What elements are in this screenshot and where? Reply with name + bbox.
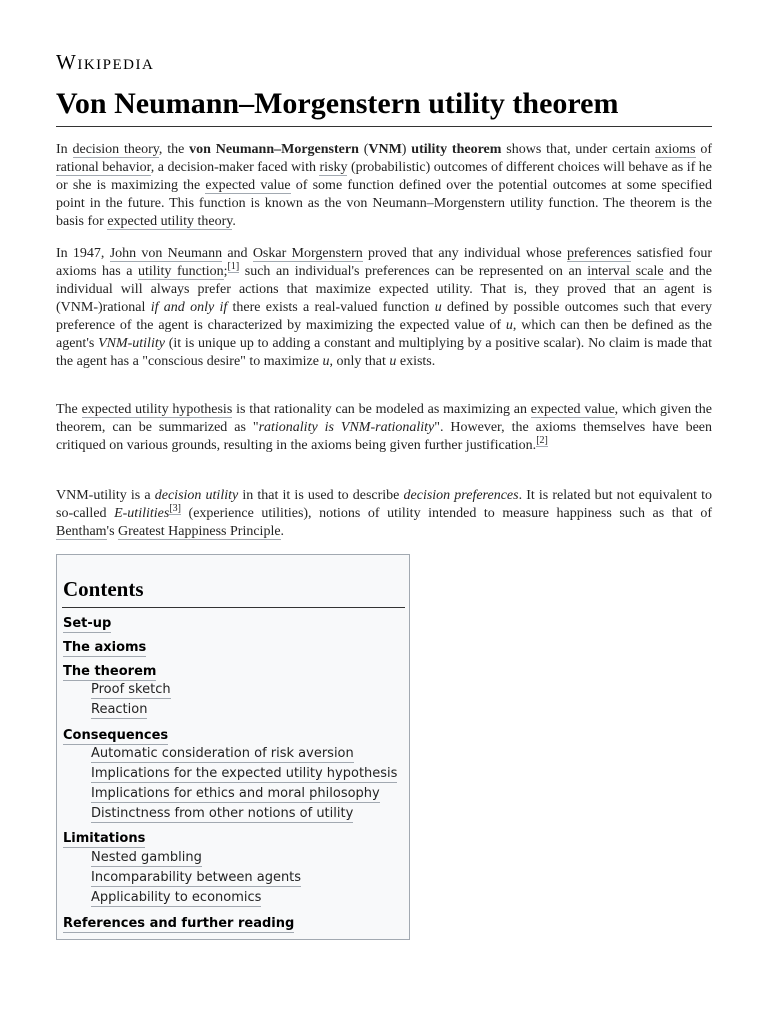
toc-divider (62, 607, 405, 608)
toc-item-nested-gambling[interactable]: Nested gambling (91, 850, 202, 865)
toc-item-theorem[interactable]: The theorem (63, 664, 157, 679)
toc-item-setup[interactable]: Set-up (63, 616, 112, 631)
link-expected-utility-theory[interactable]: expected utility theory (107, 214, 233, 229)
link-axioms[interactable]: axioms (655, 142, 696, 157)
reference-3[interactable]: [3] (169, 503, 181, 515)
toc-item-risk-aversion[interactable]: Automatic consideration of risk aversion (91, 746, 354, 761)
toc-item-implications-ethics[interactable]: Implications for ethics and moral philosophy (91, 786, 380, 801)
toc-item-limitations[interactable]: Limitations (63, 831, 146, 846)
link-expected-utility-hypothesis[interactable]: expected utility hypothesis (81, 402, 233, 417)
link-expected-value[interactable]: expected value (205, 178, 291, 193)
reference-2[interactable]: [2] (536, 435, 548, 447)
toc-item-proof-sketch[interactable]: Proof sketch (91, 682, 171, 697)
paragraph-intro: In decision theory, the von Neumann–Morgenstern (VNM) utility theorem shows that, under certain axioms of rational behavior, a decision-maker faced with risky (probabilistic) outcomes of different choices will behave as if he or she is maximizing the expected value of some function defined over the potential outcomes at some specified point in the future. This function is known as the von Neumann–Morgenstern utility function. The theorem is the basis for expected utility theory. (56, 142, 712, 229)
link-decision-theory[interactable]: decision theory (72, 142, 159, 157)
toc-item-distinctness[interactable]: Distinctness from other notions of utility (91, 806, 354, 821)
table-of-contents (56, 554, 410, 940)
link-interval-scale[interactable]: interval scale (587, 264, 664, 279)
link-oskar-morgenstern[interactable]: Oskar Morgenstern (252, 246, 363, 261)
paragraph-history: In 1947, John von Neumann and Oskar Morgenstern proved that any individual whose preferences satisfied four axioms has a utility function;[1] such an individual's preferences can be represented on an interval scale and the individual will always prefer actions that maximize expected utility. That is, they proved that an agent is (VNM-)rational if and only if there exists a real-valued function u defined by possible outcomes such that every preference of the agent is characterized by maximizing the expected value of u, which can then be defined as the agent's VNM-utility (it is unique up to adding a constant and multiplying by a positive scalar). No claim is made that the agent has a "conscious desire" to maximize u, only that u exists. (56, 246, 712, 369)
toc-item-references[interactable]: References and further reading (63, 916, 295, 931)
link-preferences[interactable]: preferences (566, 246, 632, 261)
link-rational-behavior[interactable]: rational behavior (56, 160, 151, 175)
paragraph-hypothesis: The expected utility hypothesis is that rationality can be modeled as maximizing an expected value, which given the theorem, can be summarized as "rationality is VNM-rationality". However, the axioms themselves have been critiqued on various grounds, resulting in the axioms being given further justification.[2] (56, 402, 713, 453)
link-bentham[interactable]: Bentham (56, 524, 107, 539)
reference-1[interactable]: [1] (227, 261, 240, 273)
wikipedia-logo[interactable]: Wikipedia (56, 50, 155, 74)
toc-item-consequences[interactable]: Consequences (63, 728, 169, 743)
toc-item-implications-euh[interactable]: Implications for the expected utility hypothesis (91, 766, 398, 781)
toc-item-applicability[interactable]: Applicability to economics (91, 890, 262, 905)
link-risky[interactable]: risky (319, 160, 348, 175)
toc-item-axioms[interactable]: The axioms (63, 640, 147, 655)
link-expected-value-2[interactable]: expected value (530, 402, 615, 417)
toc-title: Contents (63, 577, 144, 601)
toc-item-incomparability[interactable]: Incomparability between agents (91, 870, 302, 885)
toc-item-reaction[interactable]: Reaction (91, 702, 148, 717)
paragraph-decision-utility: VNM-utility is a decision utility in that it is used to describe decision preferences. It is related but not equivalent to so-called E-utilities[3] (experience utilities), notions of utility intended to measure happiness such as that of Bentham's Greatest Happiness Principle. (56, 488, 712, 539)
link-greatest-happiness-principle[interactable]: Greatest Happiness Principle (118, 524, 281, 539)
link-utility-function[interactable]: utility function (137, 264, 224, 279)
link-john-von-neumann[interactable]: John von Neumann (109, 246, 223, 261)
page-title: Von Neumann–Morgenstern utility theorem (56, 84, 712, 127)
